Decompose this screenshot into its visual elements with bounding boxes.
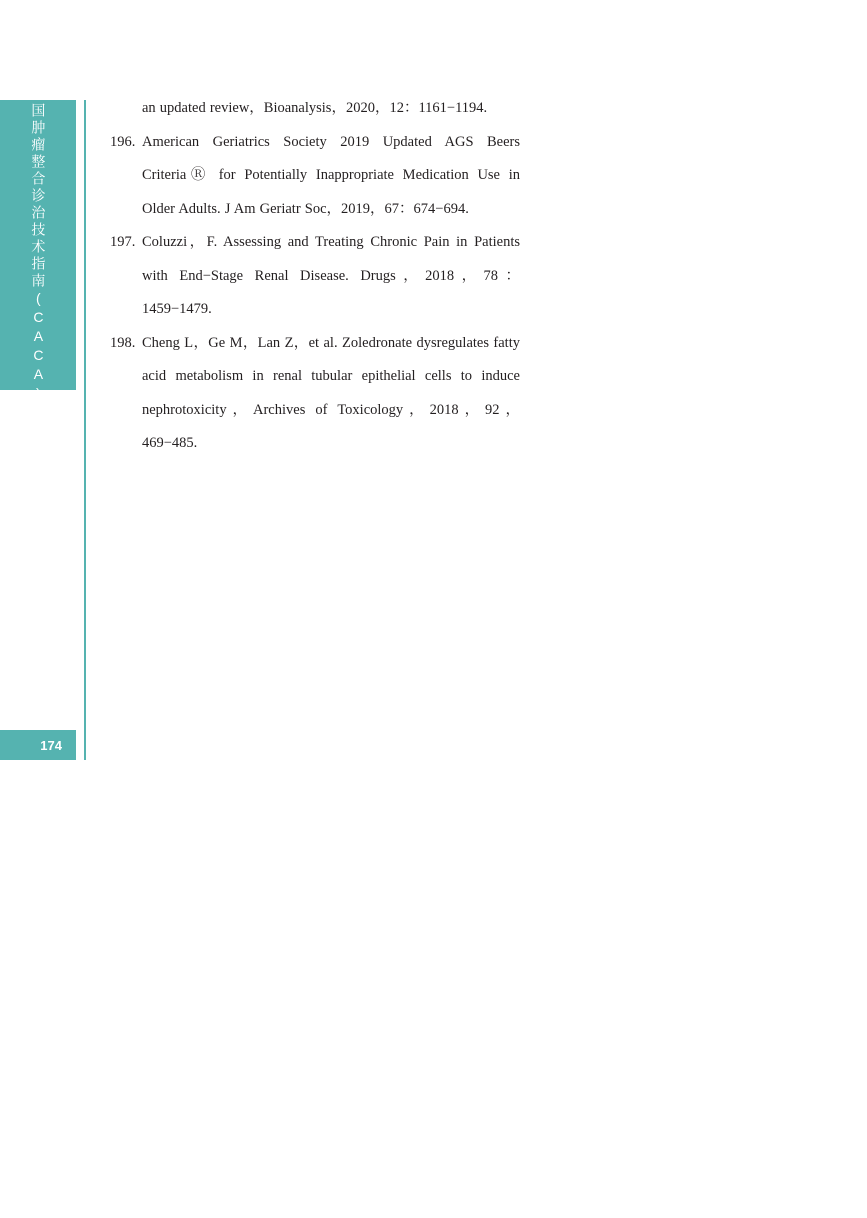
page-number: 174 bbox=[40, 737, 62, 753]
sidebar-tab bbox=[0, 86, 76, 404]
list-item bbox=[110, 226, 520, 327]
list-item bbox=[110, 327, 520, 461]
reference-number: 196. bbox=[110, 133, 136, 150]
reference-text: Cheng L，Ge M，Lan Z，et al. Zoledronate dysregulates fatty acid metabolism in renal tubular epithelial cells to induce nephrotoxicity，Archives of Toxicology，2018，92，469−485. bbox=[142, 334, 520, 451]
sidebar-tab-text-wrapper bbox=[0, 86, 76, 404]
list-item bbox=[110, 126, 520, 227]
guideline-title-vertical: 中国肿瘤整合诊治技术指南(CACA) bbox=[30, 86, 47, 404]
reference-text: an updated review，Bioanalysis，2020，12：1161−1194. bbox=[142, 100, 488, 116]
reference-number: 197. bbox=[110, 234, 136, 250]
reference-text: American Geriatrics Society 2019 Updated AGS Beers CriteriaⓇ for Potentially Inappropriate Medication Use in Older Adults. J Am Geriatr Soc，2019，67：674−694. bbox=[142, 133, 520, 217]
list-item bbox=[110, 92, 520, 126]
vertical-rule bbox=[84, 100, 86, 760]
reference-text: Coluzzi，F. Assessing and Treating Chronic Pain in Patients with End−Stage Renal Disease. Drugs，2018，78：1459−1479. bbox=[142, 234, 520, 317]
reference-list bbox=[110, 92, 520, 461]
reference-number: 198. bbox=[110, 334, 136, 351]
